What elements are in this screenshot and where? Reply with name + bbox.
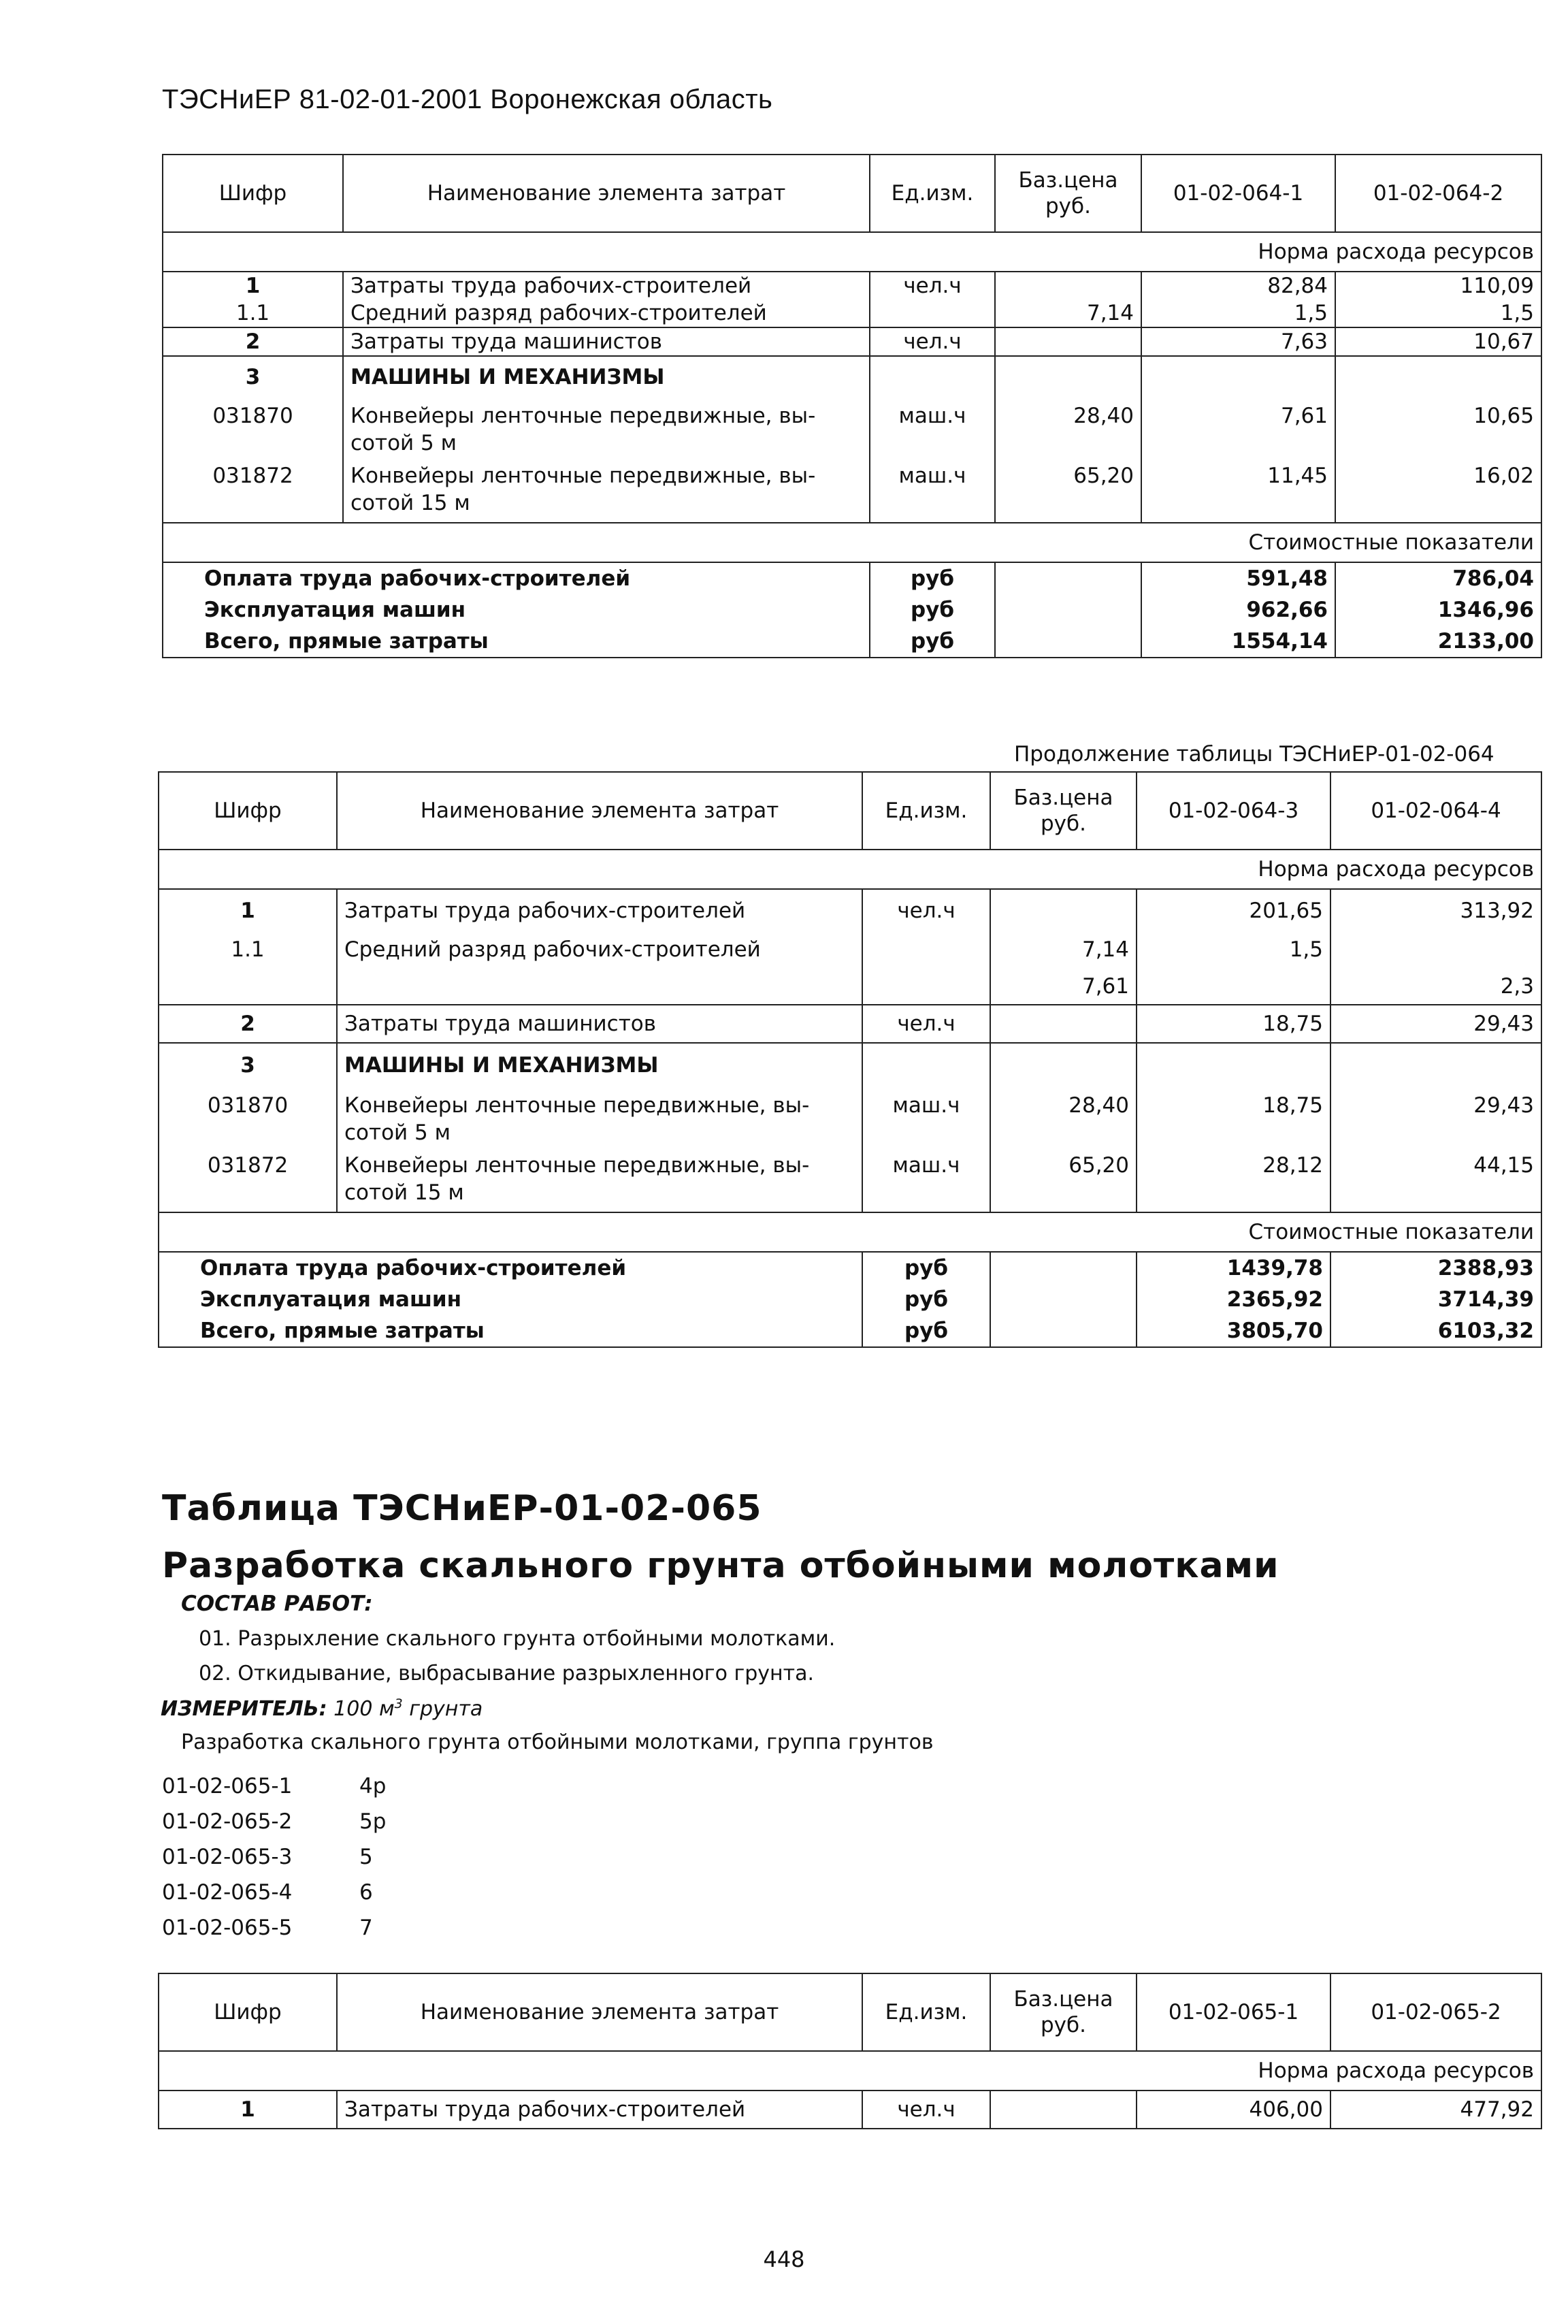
- meter-line: ИЗМЕРИТЕЛЬ: 100 $м^3$ грунта: [161, 1696, 483, 1721]
- resource-table-064-3-4: [158, 771, 1542, 1348]
- group-intro: Разработка скального грунта отбойными молотками, группа грунтов: [181, 1730, 934, 1754]
- col-header-code: Шифр: [159, 1973, 337, 2051]
- table-row: 1.1 Средний разряд рабочих-строителей 7,14 1,5 1,5: [163, 300, 1541, 327]
- table-row: 2 Затраты труда машинистов чел.ч 7,63 10,67: [163, 327, 1541, 356]
- summary-row: Эксплуатация машин руб 962,66 1346,96: [163, 594, 1541, 626]
- col-header-code: Шифр: [159, 772, 337, 850]
- list-item: 01-02-065-1 4р: [162, 1774, 387, 1798]
- col-header-a: 01-02-064-3: [1137, 772, 1330, 850]
- table-row: 2 Затраты труда машинистов чел.ч 18,75 29,43: [159, 1005, 1541, 1043]
- work-item: 01. Разрыхление скального грунта отбойными молотками.: [199, 1627, 836, 1651]
- col-header-b: 01-02-064-2: [1335, 155, 1541, 232]
- table-row: 1 Затраты труда рабочих-строителей чел.ч 406,00 477,92: [159, 2091, 1541, 2129]
- summary-row: Эксплуатация машин руб 2365,92 3714,39: [159, 1284, 1541, 1315]
- table-row: 1.1 Средний разряд рабочих-строителей 7,14 1,5: [159, 931, 1541, 968]
- summary-row: Оплата труда рабочих-строителей руб 591,48 786,04: [163, 562, 1541, 594]
- works-label: СОСТАВ РАБОТ:: [181, 1592, 373, 1616]
- table-header-row: [159, 1973, 1541, 2051]
- col-header-a: 01-02-064-1: [1141, 155, 1335, 232]
- col-header-name: Наименование элемента затрат: [343, 155, 870, 232]
- norm-label: Норма расхода ресурсов: [1137, 850, 1541, 889]
- list-item: 01-02-065-3 5: [162, 1845, 373, 1869]
- col-header-unit: Ед.изм.: [862, 772, 990, 850]
- col-header-a: 01-02-065-1: [1137, 1973, 1330, 2051]
- col-header-b: 01-02-065-2: [1330, 1973, 1541, 2051]
- norm-label: Норма расхода ресурсов: [1141, 232, 1541, 272]
- continuation-note: Продолжение таблицы ТЭСНиЕР-01-02-064: [1014, 742, 1494, 766]
- col-header-name: Наименование элемента затрат: [337, 1973, 862, 2051]
- table-title: Таблица ТЭСНиЕР-01-02-065: [162, 1488, 762, 1529]
- table-subtitle: Разработка скального грунта отбойными молотками: [162, 1545, 1279, 1586]
- list-item: 01-02-065-4 6: [162, 1880, 373, 1905]
- table-row: 031870 Конвейеры ленточные передвижные, вы- сотой 5 м маш.ч 28,40 7,61 10,65: [163, 397, 1541, 457]
- col-header-unit: Ед.изм.: [862, 1973, 990, 2051]
- table-row: 7,61 2,3: [159, 968, 1541, 1005]
- list-item: 01-02-065-2 5р: [162, 1809, 387, 1834]
- col-header-b: 01-02-064-4: [1330, 772, 1541, 850]
- col-header-price: Баз.цена руб.: [995, 155, 1141, 232]
- col-header-unit: Ед.изм.: [870, 155, 995, 232]
- code-list: [162, 1769, 386, 1946]
- col-header-price: Баз.цена руб.: [990, 772, 1137, 850]
- cost-label: Стоимостные показатели: [1137, 1212, 1541, 1252]
- table-row: 031872 Конвейеры ленточные передвижные, вы- сотой 15 м маш.ч 65,20 28,12 44,15: [159, 1146, 1541, 1212]
- table-row: 3 МАШИНЫ И МЕХАНИЗМЫ: [163, 356, 1541, 397]
- cost-label: Стоимостные показатели: [1141, 523, 1541, 562]
- table-header-row: [163, 155, 1541, 232]
- page-number: 448: [763, 2246, 805, 2272]
- col-header-code: Шифр: [163, 155, 343, 232]
- table-row: 1 Затраты труда рабочих-строителей чел.ч 82,84 110,09: [163, 272, 1541, 300]
- summary-row: Всего, прямые затраты руб 3805,70 6103,32: [159, 1315, 1541, 1347]
- summary-row: Всего, прямые затраты руб 1554,14 2133,00: [163, 626, 1541, 658]
- table-header-row: [159, 772, 1541, 850]
- col-header-price: Баз.цена руб.: [990, 1973, 1137, 2051]
- list-item: 01-02-065-5 7: [162, 1916, 373, 1940]
- resource-table-065: [158, 1973, 1542, 2129]
- table-row: 3 МАШИНЫ И МЕХАНИЗМЫ: [159, 1043, 1541, 1086]
- table-row: 031872 Конвейеры ленточные передвижные, вы- сотой 15 м маш.ч 65,20 11,45 16,02: [163, 457, 1541, 523]
- summary-row: Оплата труда рабочих-строителей руб 1439,78 2388,93: [159, 1252, 1541, 1284]
- norm-label: Норма расхода ресурсов: [1137, 2051, 1541, 2091]
- running-header: ТЭСНиЕР 81-02-01-2001 Воронежская область: [162, 84, 773, 114]
- table-row: 031870 Конвейеры ленточные передвижные, вы- сотой 5 м маш.ч 28,40 18,75 29,43: [159, 1086, 1541, 1146]
- col-header-name: Наименование элемента затрат: [337, 772, 862, 850]
- resource-table-064-1-2: [162, 154, 1542, 658]
- table-row: 1 Затраты труда рабочих-строителей чел.ч 201,65 313,92: [159, 889, 1541, 931]
- work-item: 02. Откидывание, выбрасывание разрыхленного грунта.: [199, 1662, 815, 1685]
